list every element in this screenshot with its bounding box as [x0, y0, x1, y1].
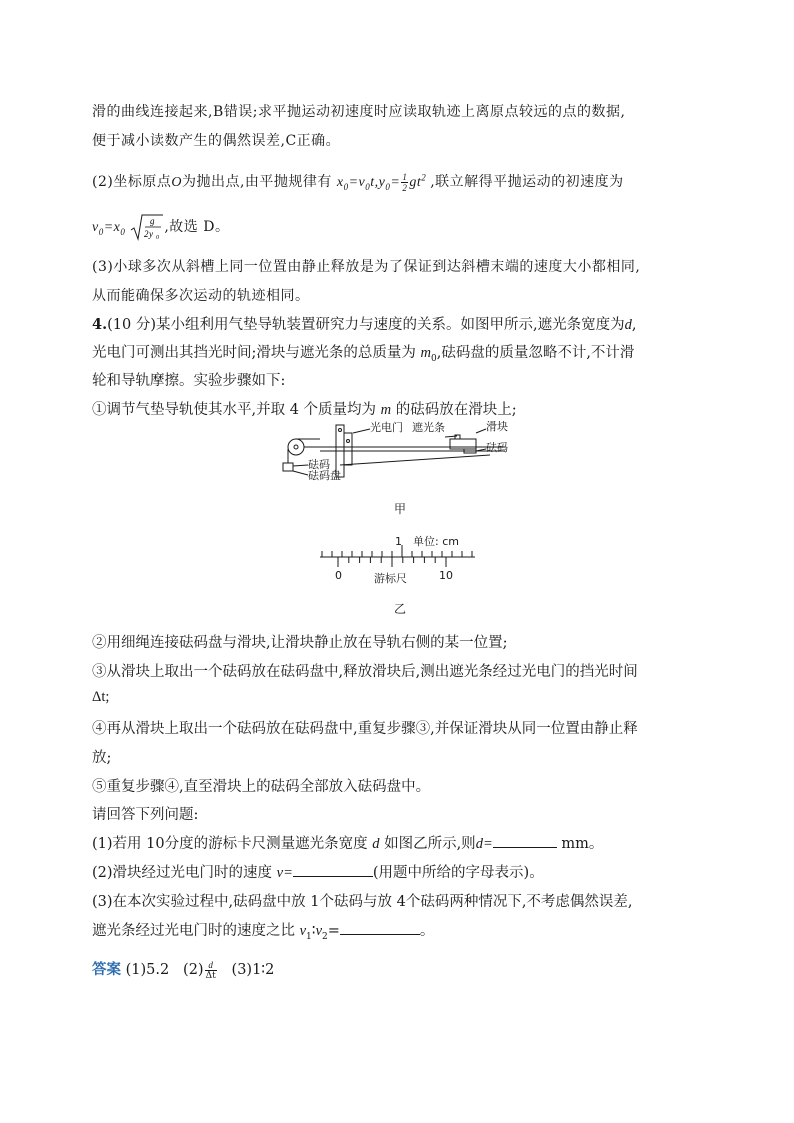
unit: mm。: [561, 836, 604, 852]
vernier-label-10: 10: [439, 569, 453, 582]
label-weight-left: 砝码: [308, 458, 330, 471]
answer-1: (1)5.2: [125, 962, 170, 978]
subquestion-3-cont: [92, 919, 434, 942]
frac-num: d: [205, 960, 217, 971]
figure-caption-a: 甲: [394, 502, 407, 516]
step-3: ③从滑块上取出一个砝码放在砝码盘中,释放滑块后,测出遮光条经过光电门的挡光时间: [92, 664, 638, 680]
figure-vernier: [310, 531, 490, 587]
label-slider: 滑块: [486, 421, 508, 433]
var-m: m: [420, 345, 431, 361]
text-span: (1)若用 10分度的游标卡尺测量遮光条宽度: [92, 836, 368, 852]
var: gt: [409, 175, 422, 190]
subquestion-2: [92, 861, 544, 882]
period: 。: [419, 923, 435, 939]
text-span: 的砝码放在滑块上;: [395, 402, 517, 418]
answer-line: [92, 958, 274, 981]
answer-2-fraction: [205, 960, 217, 981]
sqrt-den: 2y: [144, 229, 154, 239]
main-scale-label-1: 1: [395, 535, 402, 548]
equals: =: [327, 923, 340, 939]
sub: 0: [120, 226, 126, 237]
step-5: ⑤重复步骤④,直至滑块上的砝码全部放入砝码盘中。: [92, 779, 431, 795]
equation-x0: [336, 172, 430, 194]
answer-label: 答案: [92, 961, 121, 978]
solution-line: 从而能确保多次运动的轨迹相同。: [92, 288, 310, 304]
frac-den: Δt: [205, 970, 216, 981]
text-span: (用题中所给的字母表示)。: [372, 865, 544, 881]
var: =: [390, 175, 401, 190]
var-d: d: [624, 317, 632, 333]
sub: 1: [306, 931, 312, 942]
vernier-label-0: 0: [335, 569, 342, 582]
text-span: ,砝码盘的质量忽略不计,不计滑: [436, 345, 635, 361]
var-O: O: [171, 175, 182, 190]
colon: ∶: [311, 923, 316, 939]
step-4-cont: 放;: [92, 750, 112, 766]
sqrt-symbol: [130, 213, 164, 241]
var-m: m: [380, 402, 392, 418]
step-1: [92, 398, 517, 419]
solution-line: [92, 171, 624, 193]
sqrt-num: g: [150, 216, 156, 226]
label-photogate: 光电门: [370, 421, 403, 434]
var: =x: [103, 220, 121, 235]
text-span: (2)滑块经过光电门时的速度: [92, 865, 273, 881]
question-number: 4.: [92, 316, 108, 333]
equation-v0: [92, 220, 125, 235]
text-span: 为抛出点,由平抛规律有: [181, 174, 332, 190]
var-d-eq: d=: [475, 836, 493, 852]
vernier-label: 游标尺: [374, 572, 407, 585]
track-base: [340, 455, 490, 465]
step-3-cont: Δt;: [92, 689, 110, 705]
answer-3: (3)1∶2: [231, 962, 275, 978]
text-span: ,: [631, 317, 637, 333]
solution-line: 滑的曲线连接起来,B错误;求平抛运动初速度时应读取轨迹上离原点较远的点的数据,: [92, 104, 626, 120]
question-line: 轮和导轨摩擦。实验步骤如下:: [92, 373, 286, 389]
subquestion-1: [92, 832, 603, 853]
answer-2-prefix: (2): [183, 962, 204, 978]
text-span: 光电门可测出其挡光时间;滑块与遮光条的总质量为: [92, 345, 416, 361]
text-span: 遮光条经过光电门时的速度之比: [92, 923, 295, 939]
sub: 0: [430, 353, 437, 364]
label-light-strip: 遮光条: [412, 421, 445, 434]
var-d: d: [372, 836, 380, 852]
var-v1: v: [299, 923, 307, 939]
label-weight-pan: 砝码盘: [308, 469, 341, 482]
sub: 0: [343, 181, 349, 192]
var-v2: v: [315, 923, 322, 939]
sub: 0: [98, 226, 104, 237]
var-v: v=: [276, 865, 293, 881]
text-span: 如图乙所示,则: [384, 836, 476, 852]
var: x: [336, 175, 344, 190]
figure-caption-b: 乙: [394, 602, 407, 616]
text-span: ①调节气垫导轨使其水平,并取 4 个质量均为: [92, 402, 377, 418]
weight-pan: [283, 463, 293, 471]
figure-apparatus: [280, 421, 520, 489]
sub: 0: [385, 181, 391, 192]
prompt: 请回答下列问题:: [92, 807, 199, 823]
var: =v: [348, 175, 366, 190]
solution-line: (3)小球多次从斜槽上同一位置由静止释放是为了保证到达斜槽末端的速度大小都相同,: [92, 259, 641, 275]
var: t,y: [370, 175, 386, 190]
question-line: [92, 341, 634, 364]
text-span: (2)坐标原点: [92, 174, 172, 190]
subquestion-3: (3)在本次实验过程中,砝码盘中放 1个砝码与放 4个砝码两种情况下,不考虑偶然误差,: [92, 894, 633, 910]
step-2: ②用细绳连接砝码盘与滑块,让滑块静止放在导轨右侧的某一位置;: [92, 635, 508, 651]
unit-label: 单位: cm: [413, 535, 459, 548]
sqrt-den-sub: 0: [156, 235, 160, 241]
label-weight-right: 砝码: [486, 441, 508, 454]
sup: 2: [421, 172, 427, 183]
text-span: ,联立解得平抛运动的初速度为: [430, 174, 624, 190]
answer-blank-2[interactable]: [293, 862, 373, 877]
solution-line: 便于减小读数产生的偶然误差,C正确。: [92, 133, 341, 149]
vernier-scale-ticks: [338, 557, 446, 567]
var: v: [92, 220, 99, 235]
solution-line: [92, 213, 229, 241]
pulley: [288, 439, 304, 455]
sub: 2: [322, 931, 328, 942]
step-4: ④再从滑块上取出一个砝码放在砝码盘中,重复步骤③,并保证滑块从同一位置由静止释: [92, 721, 638, 737]
question-line: [92, 313, 636, 334]
answer-blank-3[interactable]: [340, 920, 420, 935]
text-span: (10 分)某小组利用气垫导轨装置研究力与速度的关系。如图甲所示,遮光条宽度为: [107, 317, 625, 333]
sub: 0: [365, 181, 371, 192]
fraction: [401, 172, 408, 193]
text-span: ,故选 D。: [164, 219, 230, 235]
frac-den: 2: [402, 183, 408, 194]
frac-num: 1: [402, 172, 408, 183]
answer-blank-1[interactable]: [493, 833, 557, 848]
